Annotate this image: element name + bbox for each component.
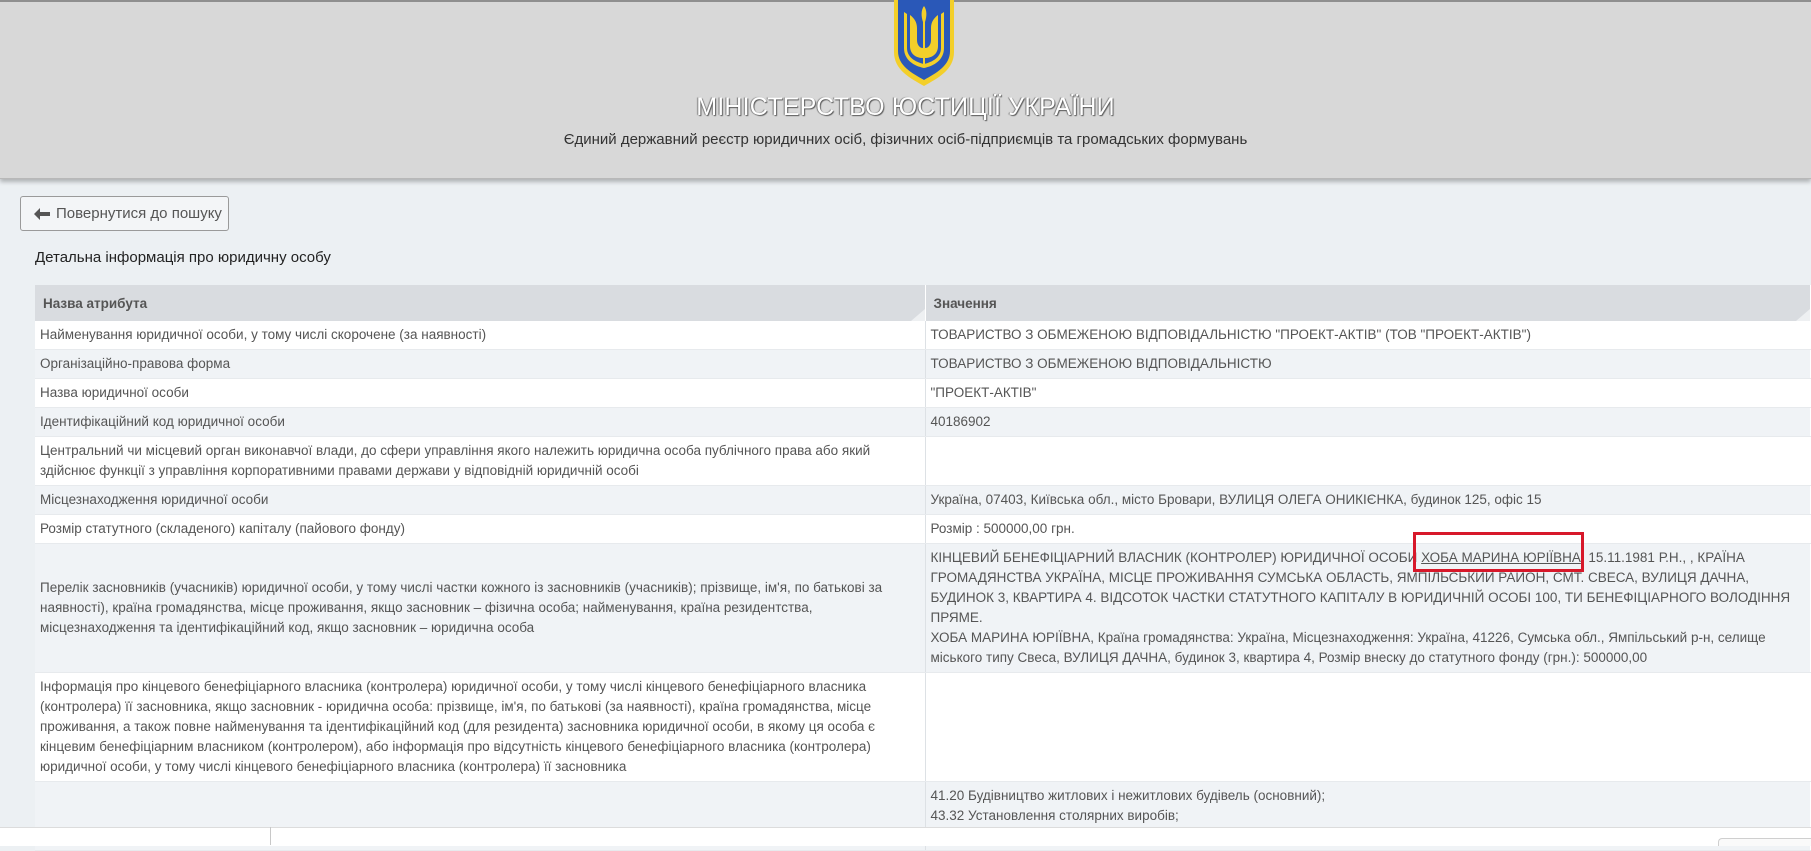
attribute-value: 40186902 [925,408,1811,437]
ministry-title: МІНІСТЕРСТВО ЮСТИЦІЇ УКРАЇНИ [696,93,1115,121]
table-row [35,437,1811,486]
table-row [35,379,1811,408]
attribute-value [925,544,1811,673]
beneficiary-name-link[interactable]: ХОБА МАРИНА ЮРІЇВНА [1421,550,1581,565]
registry-subtitle: Єдиний державний реєстр юридичних осіб, фізичних осіб-підприємців та громадських формувань [563,131,1248,148]
back-to-search-button[interactable] [20,196,229,231]
attribute-name: Інформація про кінцевого бенефіціарного власника (контролера) юридичної особи, у тому числі кінцевого бенефіціарного власника (контролера) її засновника, якщо засновник - юридична особа: прізвище, ім'я, по батькові (за наявності), країна громадянства, місце проживання, а також повне найменування та ідентифікаційний код (для резидента) засновника юридичної особи, в якому ця особа є кінцевим бенефіціарним власником (контролером), або інформація про відсутність кінцевого бенефіціарного власника (контролера) юридичної особи, у тому числі кінцевого бенефіціарного власника (контролера) її засновника [35,673,925,782]
attribute-name: Перелік засновників (учасників) юридичної особи, у тому числі частки кожного із засновників (учасників); прізвище, ім'я, по батькові за наявності), країна громадянства, місце проживання, якщо засновник – фізична особа; найменування, країна резидентства, місцезнаходження та ідентифікаційний код, якщо засновник – юридична особа [35,544,925,673]
ukraine-trident-emblem-icon [890,0,958,86]
founder-description-prefix: КІНЦЕВИЙ БЕНЕФІЦІАРНИЙ ВЛАСНИК (КОНТРОЛЕР) ЮРИДИЧНОЇ ОСОБИ [930,550,1422,565]
column-header-attribute[interactable]: Назва атрибута [35,285,925,321]
attribute-value [925,437,1811,486]
site-header [0,0,1811,179]
attribute-value: ТОВАРИСТВО З ОБМЕЖЕНОЮ ВІДПОВІДАЛЬНІСТЮ [925,350,1811,379]
bottom-bar [0,827,1811,846]
back-button-label: Повернутися до пошуку [56,205,222,222]
table-row [35,408,1811,437]
table-row [35,544,1811,673]
attribute-value [925,673,1811,782]
attribute-name: Назва юридичної особи [35,379,925,408]
founder-description-suffix: , 15.11.1981 Р.Н., , КРАЇНА ГРОМАДЯНСТВА УКРАЇНА, МІСЦЕ ПРОЖИВАННЯ СУМСЬКА ОБЛАСТЬ, ЯМПІЛЬСЬКИЙ РАЙОН, СМТ. СВЕСА, ВУЛИЦЯ ДАЧНА, БУДИНОК 3, КВАРТИРА 4. ВІДСОТОК ЧАСТКИ СТАТУТНОГО КАПІТАЛУ В ЮРИДИЧНІЙ ОСОБІ 100, ТИ БЕНЕФІЦІАРНОГО ВОЛОДІННЯ ПРЯМЕ. [930,550,1791,625]
attribute-value: Україна, 07403, Київська обл., місто Бровари, ВУЛИЦЯ ОЛЕГА ОНИКІЄНКА, будинок 125, офіс 15 [925,486,1811,515]
activity-line: 41.20 Будівництво житлових і нежитлових будівель (основний); [930,788,1326,803]
table-row [35,486,1811,515]
attribute-name: Ідентифікаційний код юридичної особи [35,408,925,437]
table-header-row [35,285,1811,321]
table-row [35,321,1811,350]
attribute-value: ТОВАРИСТВО З ОБМЕЖЕНОЮ ВІДПОВІДАЛЬНІСТЮ "ПРОЕКТ-АКТІВ" (ТОВ "ПРОЕКТ-АКТІВ") [925,321,1811,350]
legal-entity-details-table [35,285,1811,851]
attribute-name: Центральний чи місцевий орган виконавчої влади, до сфери управління якого належить юридична особа публічного права або який здійснює функції з управління корпоративними правами держави у відповідній юридичній особі [35,437,925,486]
attribute-value: Розмір : 500000,00 грн. [925,515,1811,544]
activity-line: 43.32 Установлення столярних виробів; [930,808,1179,823]
bottom-separator [270,827,271,845]
founder-details: ХОБА МАРИНА ЮРІЇВНА, Країна громадянства: Україна, Місцезнаходження: Україна, 41226, Сумська обл., Ямпільський р-н, селище міського типу Свеса, ВУЛИЦЯ ДАЧНА, будинок 3, квартира 4, Розмір внеску до статутного фонду (грн.): 500000,00 [930,630,1766,665]
arrow-left-icon [34,208,50,220]
table-row [35,350,1811,379]
attribute-name: Найменування юридичної особи, у тому числі скорочене (за наявності) [35,321,925,350]
attribute-value: "ПРОЕКТ-АКТІВ" [925,379,1811,408]
column-header-value[interactable]: Значення [925,285,1811,321]
attribute-name: Місцезнаходження юридичної особи [35,486,925,515]
table-row [35,515,1811,544]
page-heading: Детальна інформація про юридичну особу [35,249,331,266]
table-row [35,673,1811,782]
attribute-name: Організаційно-правова форма [35,350,925,379]
attribute-name: Розмір статутного (складеного) капіталу (пайового фонду) [35,515,925,544]
